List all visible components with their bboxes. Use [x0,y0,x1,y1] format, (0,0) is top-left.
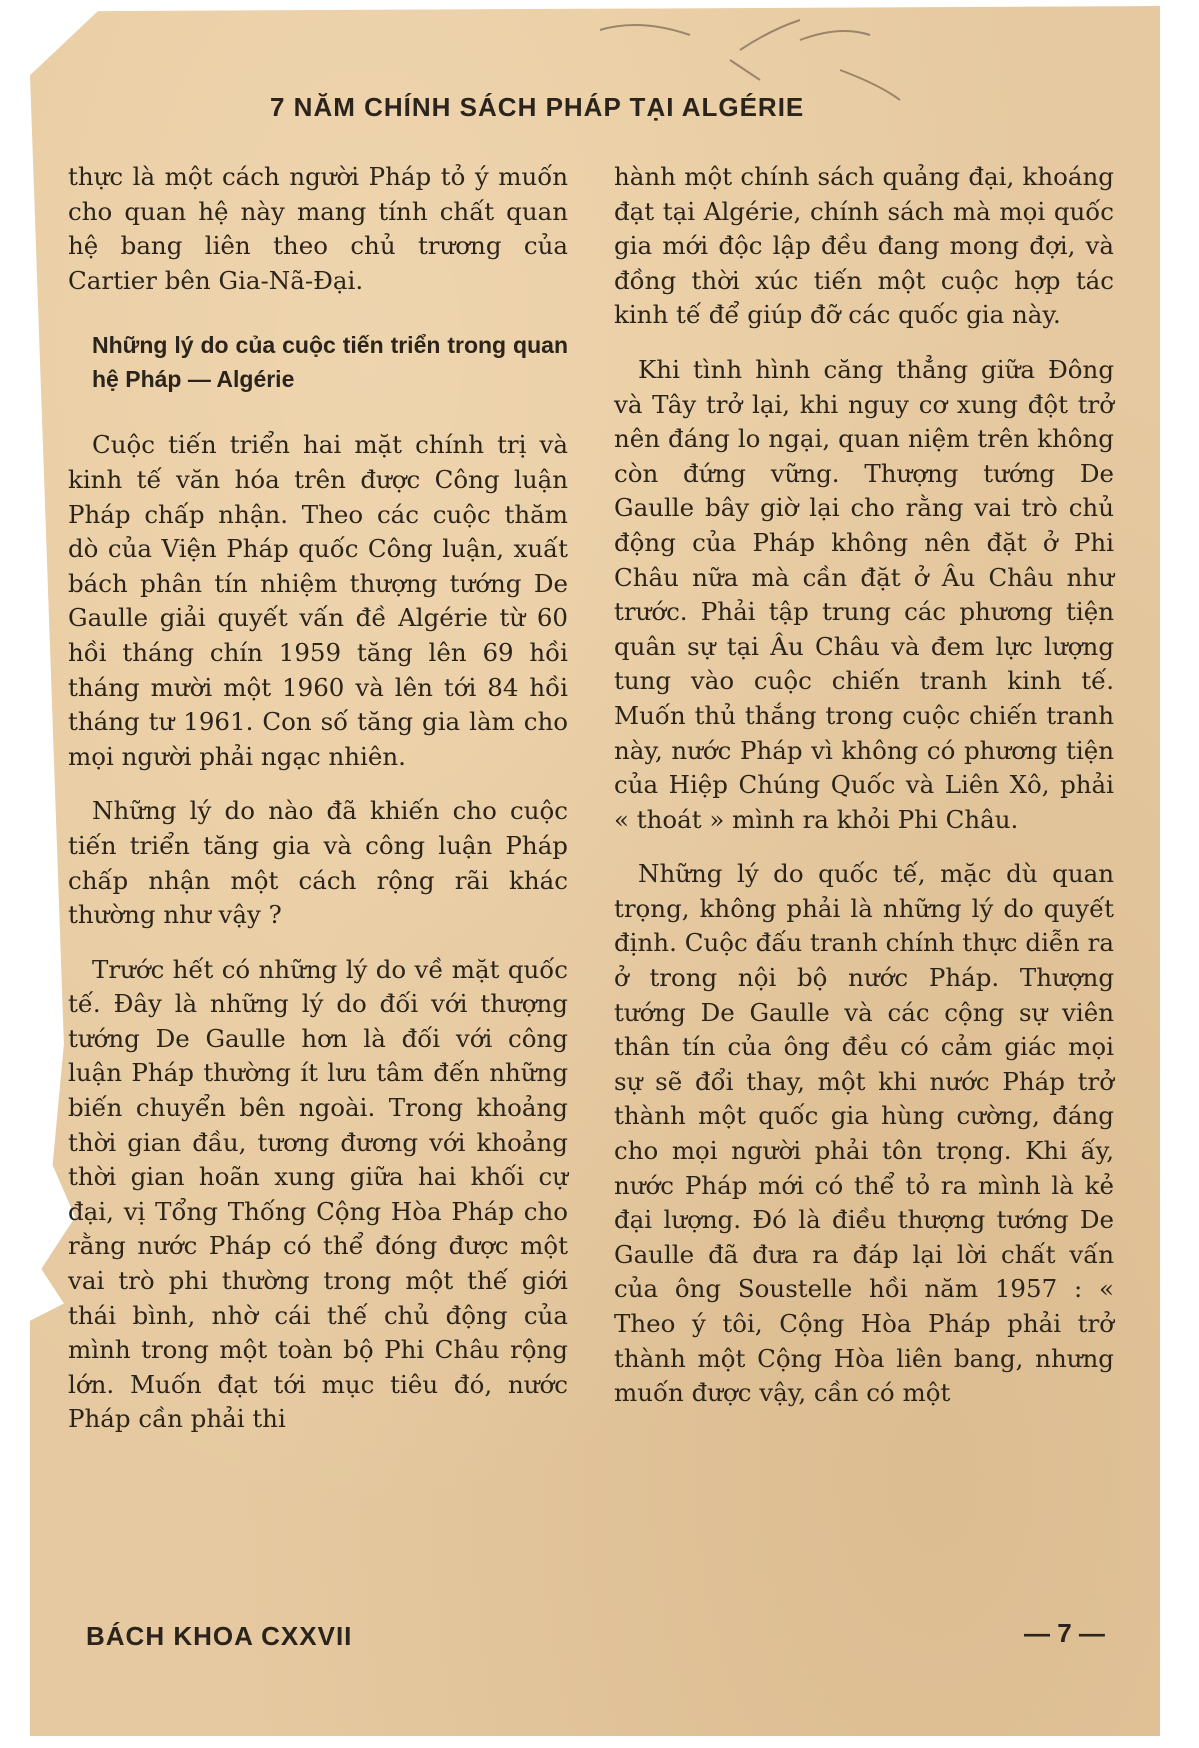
left-column [68,160,568,1457]
paragraph: Khi tình hình căng thẳng giữa Đông và Tây trở lại, khi nguy cơ xung đột trở nên đáng lo ngại, quan niệm trên không còn đứng vững. Thượng tướng De Gaulle bây giờ lại cho rằng vai trò chủ động của Pháp không nên đặt ở Phi Châu nữa mà cần đặt ở Âu Châu như trước. Phải tập trung các phương tiện quân sự tại Âu Châu và đem lực lượng tung vào cuộc chiến tranh kinh tế. Muốn thủ thắng trong cuộc chiến tranh này, nước Pháp vì không có phương tiện của Hiệp Chúng Quốc và Liên Xô, phải « thoát » mình ra khỏi Phi Châu. [614,354,1114,834]
paragraph: Những lý do quốc tế, mặc dù quan trọng, không phải là những lý do quyết định. Cuộc đấu tranh chính thực diễn ra ở trong nội bộ nước Pháp. Thượng tướng De Gaulle và các cộng sự viên thân tín của ông đều có cảm giác mọi sự sẽ đổi thay, một khi nước Pháp trở thành một quốc gia hùng cường, đáng cho mọi người phải tôn trọng. Khi ấy, nước Pháp mới có thể tỏ ra mình là kẻ đại lượng. Đó là điều thượng tướng De Gaulle đã đưa ra đáp lại lời chất vấn của ông Soustelle hồi năm 1957 : « Theo ý tôi, Cộng Hòa Pháp phải trở thành một Cộng Hòa liên bang, nhưng muốn được vậy, cần có một [614,859,1114,1408]
section-subheading: Những lý do của cuộc tiến triển trong quan hệ Pháp — Algérie [92,332,568,393]
running-header: 7 NĂM CHÍNH SÁCH PHÁP TẠI ALGÉRIE [270,92,805,122]
page-number: — 7 — [1024,1618,1105,1648]
paragraph: Cuộc tiến triển hai mặt chính trị và kinh tế văn hóa trên được Công luận Pháp chấp nhận. Theo các cuộc thăm dò của Viện Pháp quốc Công luận, xuất bách phân tín nhiệm thượng tướng De Gaulle giải quyết vấn đề Algérie từ 60 hồi tháng chín 1959 tăng lên 69 hồi tháng mười một 1960 và lên tới 84 hồi tháng tư 1961. Con số tăng gia làm cho mọi người phải ngạc nhiên. [68,430,568,771]
paragraph: thực là một cách người Pháp tỏ ý muốn cho quan hệ này mang tính chất quan hệ bang liên theo chủ trương của Cartier bên Gia-Nã-Đại. [68,162,568,295]
right-column [614,160,1114,1431]
magazine-footer: BÁCH KHOA CXXVII [86,1621,353,1651]
paragraph: Trước hết có những lý do về mặt quốc tế. Đây là những lý do đối với thượng tướng De Gaulle hơn là đối với công luận Pháp thường ít lưu tâm đến những biến chuyển bên ngoài. Trong khoảng thời gian đầu, tương đương với khoảng thời gian hoãn xung giữa hai khối cự đại, vị Tổng Thống Cộng Hòa Pháp cho rằng nước Pháp có thể đóng được một vai trò phi thường trong một thế giới thái bình, nhờ cái thế chủ động của mình trong một toàn bộ Phi Châu rộng lớn. Muốn đạt tới mục tiêu đó, nước Pháp cần phải thi [68,954,568,1434]
paragraph: Những lý do nào đã khiến cho cuộc tiến triển tăng gia và công luận Pháp chấp nhận một cách rộng rãi khác thường như vậy ? [68,796,568,930]
paragraph: hành một chính sách quảng đại, khoáng đạt tại Algérie, chính sách mà mọi quốc gia mới độc lập đều đang mong đợi, và đồng thời xúc tiến một cuộc hợp tác kinh tế để giúp đỡ các quốc gia này. [614,162,1114,330]
